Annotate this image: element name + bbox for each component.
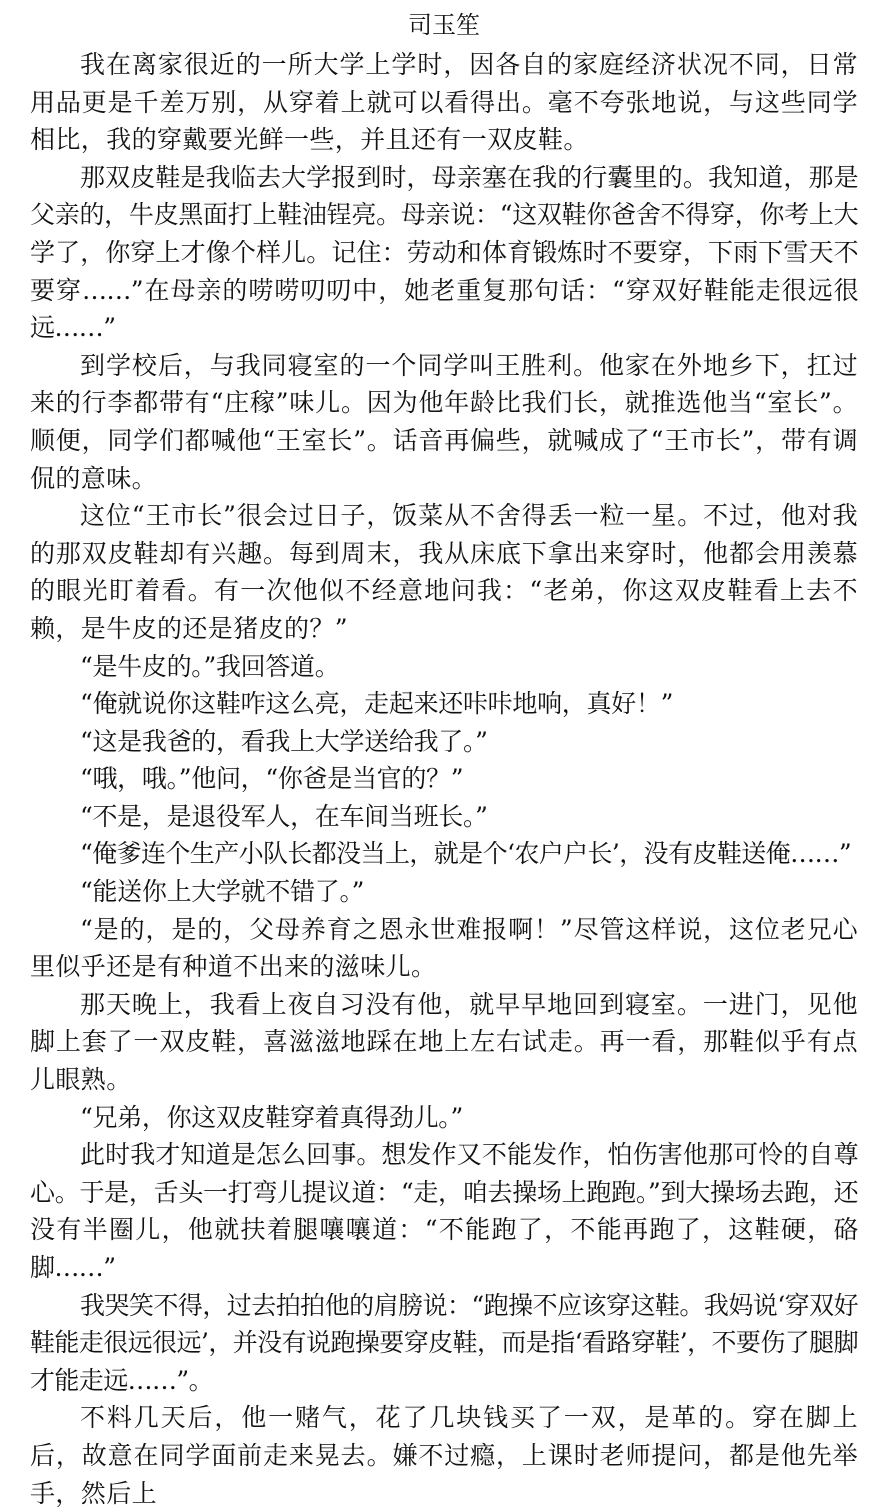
paragraph-12: “是的，是的，父母养育之恩永世难报啊！”尽管这样说，这位老兄心里似乎还是有种道不出来的滋味儿。 — [30, 914, 858, 982]
paragraph-5: “是牛皮的。”我回答道。 — [80, 651, 340, 681]
paragraph-4: 这位“王市长”很会过日子，饭菜从不舍得丢一粒一星。不过，他对我的那双皮鞋却有兴趣。每到周末，我从床底下拿出来穿时，他都会用羡慕的眼光盯着看。有一次他似不经意地问我：“老弟，你这双皮鞋看上去不赖，是牛皮的还是猪皮的？” — [30, 501, 858, 643]
paragraph-1: 我在离家很近的一所大学上学时，因各自的家庭经济状况不同，日常用品更是千差万别，从穿着上就可以看得出。毫不夸张地说，与这些同学相比，我的穿戴要光鲜一些，并且还有一双皮鞋。 — [30, 50, 858, 155]
paragraph-3: 到学校后，与我同寝室的一个同学叫王胜利。他家在外地乡下，扛过来的行李都带有“庄稼”味儿。因为他年龄比我们长，就推选他当“室长”。顺便，同学们都喊他“王室长”。话音再偏些，就喊成了“王市长”，带有调侃的意味。 — [30, 350, 858, 493]
document-title: 司玉笙 — [408, 11, 480, 39]
paragraph-7: “这是我爸的，看我上大学送给我了。” — [80, 726, 488, 756]
paragraph-16: 我哭笑不得，过去拍拍他的肩膀说：“跑操不应该穿这鞋。我妈说‘穿双好鞋能走很远很远’，并没有说跑操要穿皮鞋，而是指‘看路穿鞋’，不要伤了腿脚才能走远……”。 — [30, 1290, 858, 1395]
paragraph-8: “哦，哦。”他问，“你爸是当官的？” — [80, 764, 464, 794]
paragraph-10: “俺爹连个生产小队长都没当上，就是个‘农户户长’，没有皮鞋送俺……” — [80, 839, 852, 869]
paragraph-14: “兄弟，你这双皮鞋穿着真得劲儿。” — [80, 1102, 463, 1132]
paragraph-2: 那双皮鞋是我临去大学报到时，母亲塞在我的行囊里的。我知道，那是父亲的，牛皮黑面打上鞋油锃亮。母亲说：“这双鞋你爸舍不得穿，你考上大学了，你穿上才像个样儿。记住：劳动和体育锻炼时不要穿，下雨下雪天不要穿……”在母亲的唠唠叨叨中，她老重复那句话：“穿双好鞋能走很远很远……” — [30, 162, 858, 343]
paragraph-15: 此时我才知道是怎么回事。想发作又不能发作，怕伤害他那可怜的自尊心。于是，舌头一打弯儿提议道：“走，咱去操场上跑跑。”到大操场去跑，还没有半圈儿，他就扶着腿嚷嚷道：“不能跑了，不能再跑了，这鞋硬，硌脚……” — [30, 1140, 858, 1282]
paragraph-13: 那天晚上，我看上夜自习没有他，就早早地回到寝室。一进门，见他脚上套了一双皮鞋，喜滋滋地踩在地上左右试走。再一看，那鞋似乎有点儿眼熟。 — [30, 989, 858, 1095]
paragraph-11: “能送你上大学就不错了。” — [80, 877, 365, 907]
paragraph-9: “不是，是退役军人，在车间当班长。” — [80, 801, 488, 831]
paragraph-17: 不料几天后，他一赌气，花了几块钱买了一双，是革的。穿在脚上后，故意在同学面前走来晃去。嫌不过瘾，上课时老师提问，都是他先举手，然后上 — [30, 1403, 858, 1508]
paragraph-6: “俺就说你这鞋咋这么亮，走起来还咔咔地响，真好！” — [80, 689, 674, 719]
